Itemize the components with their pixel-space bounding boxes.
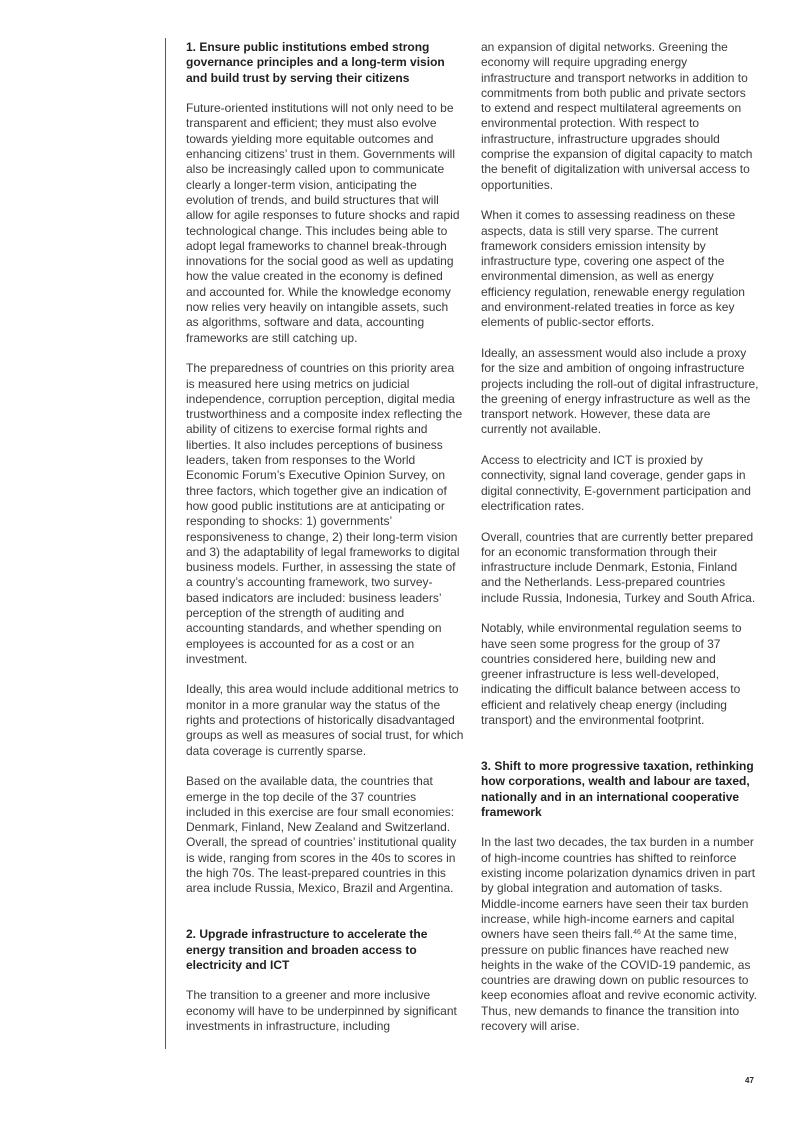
section-3-text-end: At the same time, pressure on public finances have reached new heights in the wake of the COVID-19 pandemic, as countries are drawing down on public resources to keep economies afloat and revive economic activity. Thus, new demands to finance the transition into recovery will arise. <box>481 927 757 1033</box>
section-2-paragraph-4: Ideally, an assessment would also include a proxy for the size and ambition of ongoing infrastructure projects including the roll-out of digital infrastructure, the greening of energy infrastructure as well as the transport network. However, these data are currently not available. <box>481 345 759 437</box>
section-1-heading: 1. Ensure public institutions embed strong governance principles and a long-term vision and build trust by serving their citizens <box>186 40 445 85</box>
section-1-paragraph-1: Future-oriented institutions will not only need to be transparent and efficient; they must also evolve towards yielding more equitable outcomes and enhancing citizens’ trust in them. Governments will also be increasingly called upon to communicate clearly a longer-term vision, anticipating the evolution of trends, and build structures that will allow for agile responses to future shocks and rapid technological change. This includes being able to adopt legal frameworks to channel break-through innovations for the social good as well as updating how the value created in the economy is defined and accounted for. While the knowledge economy now relies very heavily on intangible assets, such as algorithms, software and data, accounting frameworks are still catching up. <box>186 101 460 345</box>
section-3-heading: 3. Shift to more progressive taxation, rethinking how corporations, wealth and labour are taxed, nationally and in an international cooperative framework <box>481 758 754 819</box>
section-1-paragraph-2: The preparedness of countries on this priority area is measured here using metrics on judicial independence, corruption perception, digital media trustworthiness and a composite index reflecting the ability of citizens to exercise formal rights and liberties. It also includes perceptions of business leaders, taken from responses to the World Economic Forum’s Executive Opinion Survey, on three factors, which together give an indication of how good public institutions are at anticipating or responding to shocks: 1) governments’ responsiveness to change, 2) their long-term vision and 3) the adaptability of legal frameworks to digital business models. Further, in assessing the state of a country’s accounting framework, two survey-based indicators are included: business leaders’ perception of the strength of auditing and accounting standards, and whether spending on employees is accounted for as a cost or an investment. <box>186 361 463 666</box>
footnote-reference[interactable]: 46 <box>633 929 641 937</box>
section-gap <box>186 912 464 927</box>
section-1-paragraph-4: Based on the available data, the countries that emerge in the top decile of the 37 countries included in this exercise are four small economies: Denmark, Finland, New Zealand and Switzerland. Overall, the spread of countries’ institutional quality is wide, ranging from scores in the 40s to scores in the high 70s. The least-prepared countries in this area include Russia, Mexico, Brazil and Argentina. <box>186 774 457 896</box>
section-3-paragraph-1 <box>481 835 759 1034</box>
section-2-paragraph-2: an expansion of digital networks. Greening the economy will require upgrading energy infrastructure and transport networks in addition to commitments from both public and private sectors to extend and respect multilateral agreements on environmental protection. With respect to infrastructure, infrastructure upgrades should comprise the expansion of digital capacity to match the benefit of digitalization with universal access to opportunities. <box>481 40 753 192</box>
section-gap <box>481 744 759 759</box>
section-2-paragraph-1: The transition to a greener and more inclusive economy will have to be underpinned by significant investments in infrastructure, including <box>186 988 457 1033</box>
section-3-text-start: In the last two decades, the tax burden in a number of high-income countries has shifted to reinforce existing income polarization dynamics driven in part by global integration and automation of tasks. Middle-income earners have seen their tax burden increase, while high-income earners and capital owners have seen theirs fall. <box>481 835 756 942</box>
left-column <box>186 40 464 1050</box>
section-2-paragraph-6: Overall, countries that are currently better prepared for an economic transformation through their infrastructure include Denmark, Estonia, Finland and the Netherlands. Less-prepared countries include Russia, Indonesia, Turkey and South Africa. <box>481 529 756 605</box>
section-1-paragraph-3: Ideally, this area would include additional metrics to monitor in a more granular way the status of the rights and protections of historically disadvantaged groups as well as measures of social trust, for which data coverage is currently sparse. <box>186 682 464 758</box>
page-number: 47 <box>745 1076 754 1085</box>
section-2-paragraph-3: When it comes to assessing readiness on these aspects, data is still very sparse. The current framework considers emission intensity by infrastructure type, covering one aspect of the environmental dimension, as well as energy efficiency regulation, renewable energy regulation and environment-related treaties in force as key elements of public-sector efforts. <box>481 208 745 330</box>
right-column <box>481 40 759 1050</box>
section-2-paragraph-5: Access to electricity and ICT is proxied by connectivity, signal land coverage, gender gaps in digital connectivity, E-government participation and electrification rates. <box>481 453 751 513</box>
margin-rule <box>165 38 166 1049</box>
section-2-paragraph-7: Notably, while environmental regulation seems to have seen some progress for the group of 37 countries considered here, building new and greener infrastructure is less well-developed, indicating the difficult balance between access to efficient and relatively cheap energy (including transport) and the environmental footprint. <box>481 621 742 728</box>
section-2-heading: 2. Upgrade infrastructure to accelerate the energy transition and broaden access to electricity and ICT <box>186 927 428 972</box>
